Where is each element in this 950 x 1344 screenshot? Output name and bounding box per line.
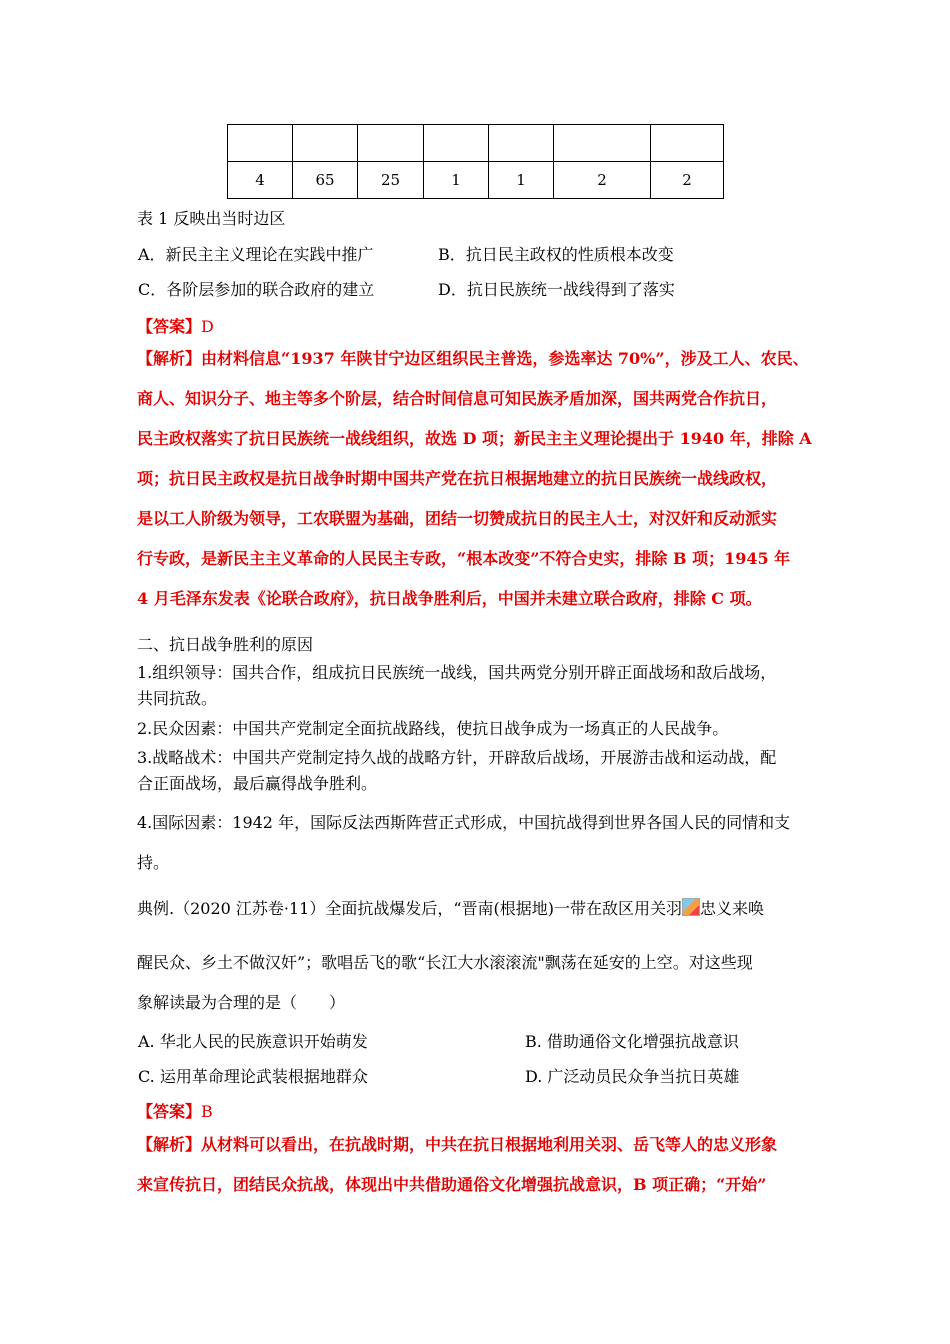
analysis xyxy=(137,339,832,619)
answer-value: B xyxy=(201,1102,213,1121)
answer-value: D xyxy=(201,317,214,336)
analysis-tag: 【解析】 xyxy=(137,349,202,368)
table-cell: 2 xyxy=(554,162,651,199)
option-d: D．抗日民族统一战线得到了落实 xyxy=(438,280,675,299)
answer-tag: 【答案】 xyxy=(137,317,202,336)
table-cell: 1 xyxy=(424,162,489,199)
example-stem-line: 醒民众、乡土不做汉奸”；歌唱岳飞的歌“长江大水滚滚流"飘荡在延安的上空。对这些现 xyxy=(137,953,753,972)
reason-2: 2.民众因素：中国共产党制定全面抗战路线，使抗日战争成为一场真正的人民战争。 xyxy=(137,719,729,738)
table-cell: 65 xyxy=(293,162,358,199)
table-cell: 2 xyxy=(651,162,724,199)
analysis-line: 行专政，是新民主主义革命的人民民主专政，“根本改变”不符合史实，排除 B 项；1945 年 xyxy=(137,549,791,568)
table-cell: 1 xyxy=(489,162,554,199)
analysis-line: 商人、知识分子、地主等多个阶层，结合时间信息可知民族矛盾加深，国共两党合作抗日， xyxy=(137,389,778,408)
analysis-line: 【解析】从材料可以看出，在抗战时期，中共在抗日根据地利用关羽、岳飞等人的忠义形象 xyxy=(137,1135,778,1154)
table-cell xyxy=(293,125,358,162)
example-stem-line: 典例.（2020 江苏卷·11）全面抗战爆发后，“晋南(根据地)一带在敌区用关羽 忠义来唤 xyxy=(137,899,765,918)
reason-1: 1.组织领导：国共合作，组成抗日民族统一战线，国共两党分别开辟正面战场和敌后战场， 共同抗敌。 xyxy=(137,663,777,708)
option-a: A. 华北人民的民族意识开始萌发 xyxy=(138,1032,368,1051)
image-icon xyxy=(682,898,700,916)
reason-3: 3.战略战术：中国共产党制定持久战的战略方针，开辟敌后战场，开展游击战和运动战，配 合正面战场，最后赢得战争胜利。 xyxy=(137,748,777,793)
table-cell xyxy=(489,125,554,162)
reason-4: 4.国际因素：1942 年，国际反法西斯阵营正式形成，中国抗战得到世界各国人民的同情和支 持。 xyxy=(137,813,791,872)
option-a: A．新民主主义理论在实践中推广 xyxy=(138,245,374,264)
analysis-line: 是以工人阶级为领导，工农联盟为基础，团结一切赞成抗日的民主人士，对汉奸和反动派实 xyxy=(137,509,778,528)
analysis-line: 项；抗日民主政权是抗日战争时期中国共产党在抗日根据地建立的抗日民族统一战线政权， xyxy=(137,469,778,488)
table-cell xyxy=(424,125,489,162)
answer-line xyxy=(137,314,214,337)
table-row xyxy=(228,162,724,199)
data-table xyxy=(227,124,724,199)
table-cell: 25 xyxy=(358,162,424,199)
example-stem-line: 象解读最为合理的是（ ） xyxy=(137,993,346,1012)
option-b: B．抗日民主政权的性质根本改变 xyxy=(438,245,674,264)
section-heading: 二、抗日战争胜利的原因 xyxy=(137,635,314,654)
option-c: C．各阶层参加的联合政府的建立 xyxy=(138,280,375,299)
table-cell xyxy=(228,125,293,162)
option-b: B. 借助通俗文化增强抗战意识 xyxy=(525,1032,739,1051)
analysis-line: 民主政权落实了抗日民族统一战线组织，故选 D 项；新民主主义理论提出于 1940 年，排除 A xyxy=(137,429,812,448)
table-row xyxy=(228,125,724,162)
analysis-tag: 【解析】 xyxy=(137,1135,202,1154)
question-stem: 表 1 反映出当时边区 xyxy=(137,209,286,228)
answer-line xyxy=(137,1099,213,1122)
table-cell xyxy=(651,125,724,162)
table-cell xyxy=(554,125,651,162)
analysis-line: 4 月毛泽东发表《论联合政府》，抗日战争胜利后，中国并未建立联合政府，排除 C 项。 xyxy=(137,589,762,608)
answer-tag: 【答案】 xyxy=(137,1102,202,1121)
option-d: D. 广泛动员民众争当抗日英雄 xyxy=(525,1067,740,1086)
analysis-line: 来宣传抗日，团结民众抗战，体现出中共借助通俗文化增强抗战意识，B 项正确；“开始” xyxy=(137,1175,767,1194)
table-cell xyxy=(358,125,424,162)
table-cell: 4 xyxy=(228,162,293,199)
option-c: C. 运用革命理论武装根据地群众 xyxy=(138,1067,368,1086)
analysis-line: 【解析】由材料信息“1937 年陕甘宁边区组织民主普选，参选率达 70%”，涉及工人、农民、 xyxy=(137,349,809,368)
analysis xyxy=(137,1125,832,1205)
